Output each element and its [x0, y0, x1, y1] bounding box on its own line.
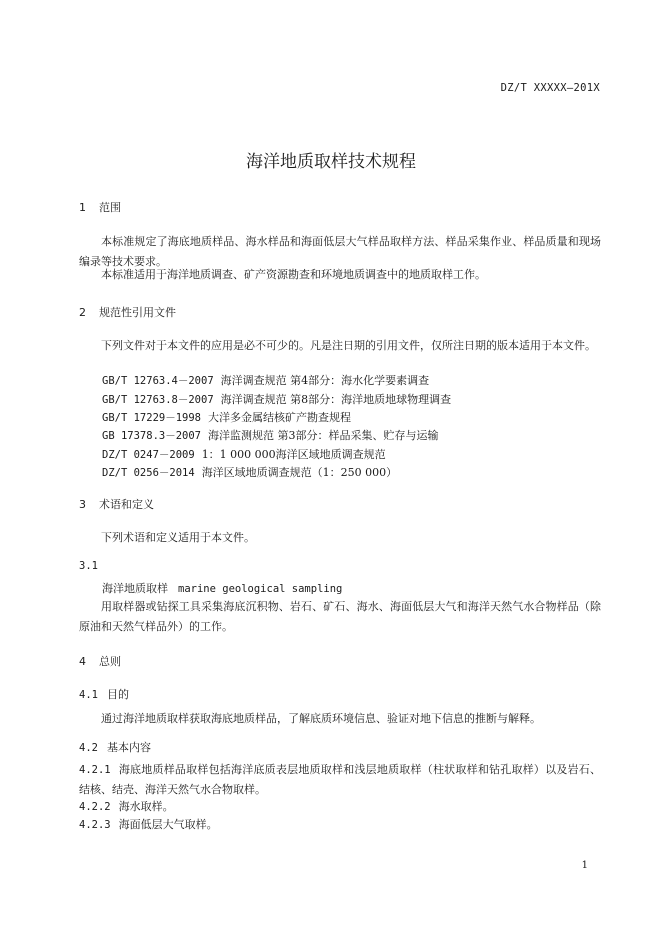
clause-4-2-1	[79, 760, 601, 800]
section-1-paragraph-1: 本标准规定了海底地质样品、海水样品和海面低层大气样品取样方法、样品采集作业、样品质量和现场编录等技术要求。	[79, 235, 601, 268]
reference-name: 1：1 000 000海洋区域地质调查规范	[201, 448, 386, 461]
reference-code: DZ/T 0256－2014	[102, 467, 195, 479]
section-title: 术语和定义	[99, 498, 154, 511]
reference-name: 海洋监测规范 第3部分：样品采集、贮存与运输	[208, 429, 439, 442]
section-number: 4	[79, 655, 86, 668]
term-definition: 用取样器或钻探工具采集海底沉积物、岩石、矿石、海水、海面低层大气和海洋天然气水合物样品（除原油和天然气样品外）的工作。	[79, 600, 601, 633]
clause-number: 4.2.1	[79, 764, 111, 776]
reference-item	[102, 391, 451, 407]
section-4-1-heading	[79, 686, 129, 702]
term-english: marine geological sampling	[178, 583, 343, 595]
term-number: 3.1	[79, 560, 98, 572]
reference-item	[102, 464, 397, 480]
reference-item	[102, 372, 429, 388]
reference-code: GB/T 12763.8－2007	[102, 394, 214, 406]
document-title: 海洋地质取样技术规程	[246, 152, 416, 172]
clause-4-2-2	[79, 798, 174, 814]
clause-text: 海水取样。	[118, 800, 174, 813]
section-2-paragraph-1: 下列文件对于本文件的应用是必不可少的。凡是注日期的引用文件，仅所注日期的版本适用于本文件。	[101, 339, 596, 352]
section-number: 2	[79, 306, 86, 319]
section-4-2-heading	[79, 739, 151, 755]
reference-name: 海洋调查规范 第4部分：海水化学要素调查	[220, 374, 430, 387]
section-3-heading	[79, 496, 154, 512]
reference-item	[102, 427, 439, 443]
reference-name: 海洋区域地质调查规范（1：250 000）	[201, 466, 398, 479]
section-1-heading	[79, 199, 121, 215]
subsection-title: 基本内容	[107, 741, 151, 754]
subsection-number: 4.2	[79, 742, 98, 754]
section-title: 范围	[99, 201, 121, 214]
section-4-1-paragraph: 通过海洋地质取样获取海底地质样品，了解底质环境信息、验证对地下信息的推断与解释。	[101, 712, 541, 725]
section-2-heading	[79, 304, 176, 320]
reference-name: 海洋调查规范 第8部分：海洋地质地球物理调查	[220, 393, 452, 406]
clause-number: 4.2.2	[79, 801, 111, 813]
section-number: 1	[79, 201, 86, 214]
reference-name: 大洋多金属结核矿产勘查规程	[208, 411, 352, 424]
section-title: 总则	[99, 655, 121, 668]
clause-4-2-3	[79, 816, 218, 832]
reference-item	[102, 446, 386, 462]
clause-text: 海面低层大气取样。	[118, 818, 218, 831]
reference-code: GB/T 12763.4－2007	[102, 375, 214, 387]
reference-item	[102, 409, 351, 425]
section-number: 3	[79, 498, 86, 511]
subsection-title: 目的	[107, 688, 129, 701]
reference-code: GB/T 17229－1998	[102, 412, 202, 424]
page-number: 1	[581, 860, 588, 871]
standard-code: DZ/T XXXXX—201X	[500, 82, 600, 94]
term-chinese: 海洋地质取样	[102, 582, 168, 595]
clause-number: 4.2.3	[79, 819, 111, 831]
clause-text: 海底地质样品取样包括海洋底质表层地质取样和浅层地质取样（柱状取样和钻孔取样）以及岩石、结核、结壳、海洋天然气水合物取样。	[79, 763, 601, 796]
section-3-paragraph-1: 下列术语和定义适用于本文件。	[101, 531, 255, 544]
section-1-paragraph-2: 本标准适用于海洋地质调查、矿产资源勘查和环境地质调查中的地质取样工作。	[101, 268, 486, 281]
reference-code: GB 17378.3－2007	[102, 430, 202, 442]
term-entry	[102, 580, 342, 596]
section-4-heading	[79, 653, 121, 669]
reference-code: DZ/T 0247－2009	[102, 449, 195, 461]
subsection-number: 4.1	[79, 689, 98, 701]
section-title: 规范性引用文件	[99, 306, 176, 319]
